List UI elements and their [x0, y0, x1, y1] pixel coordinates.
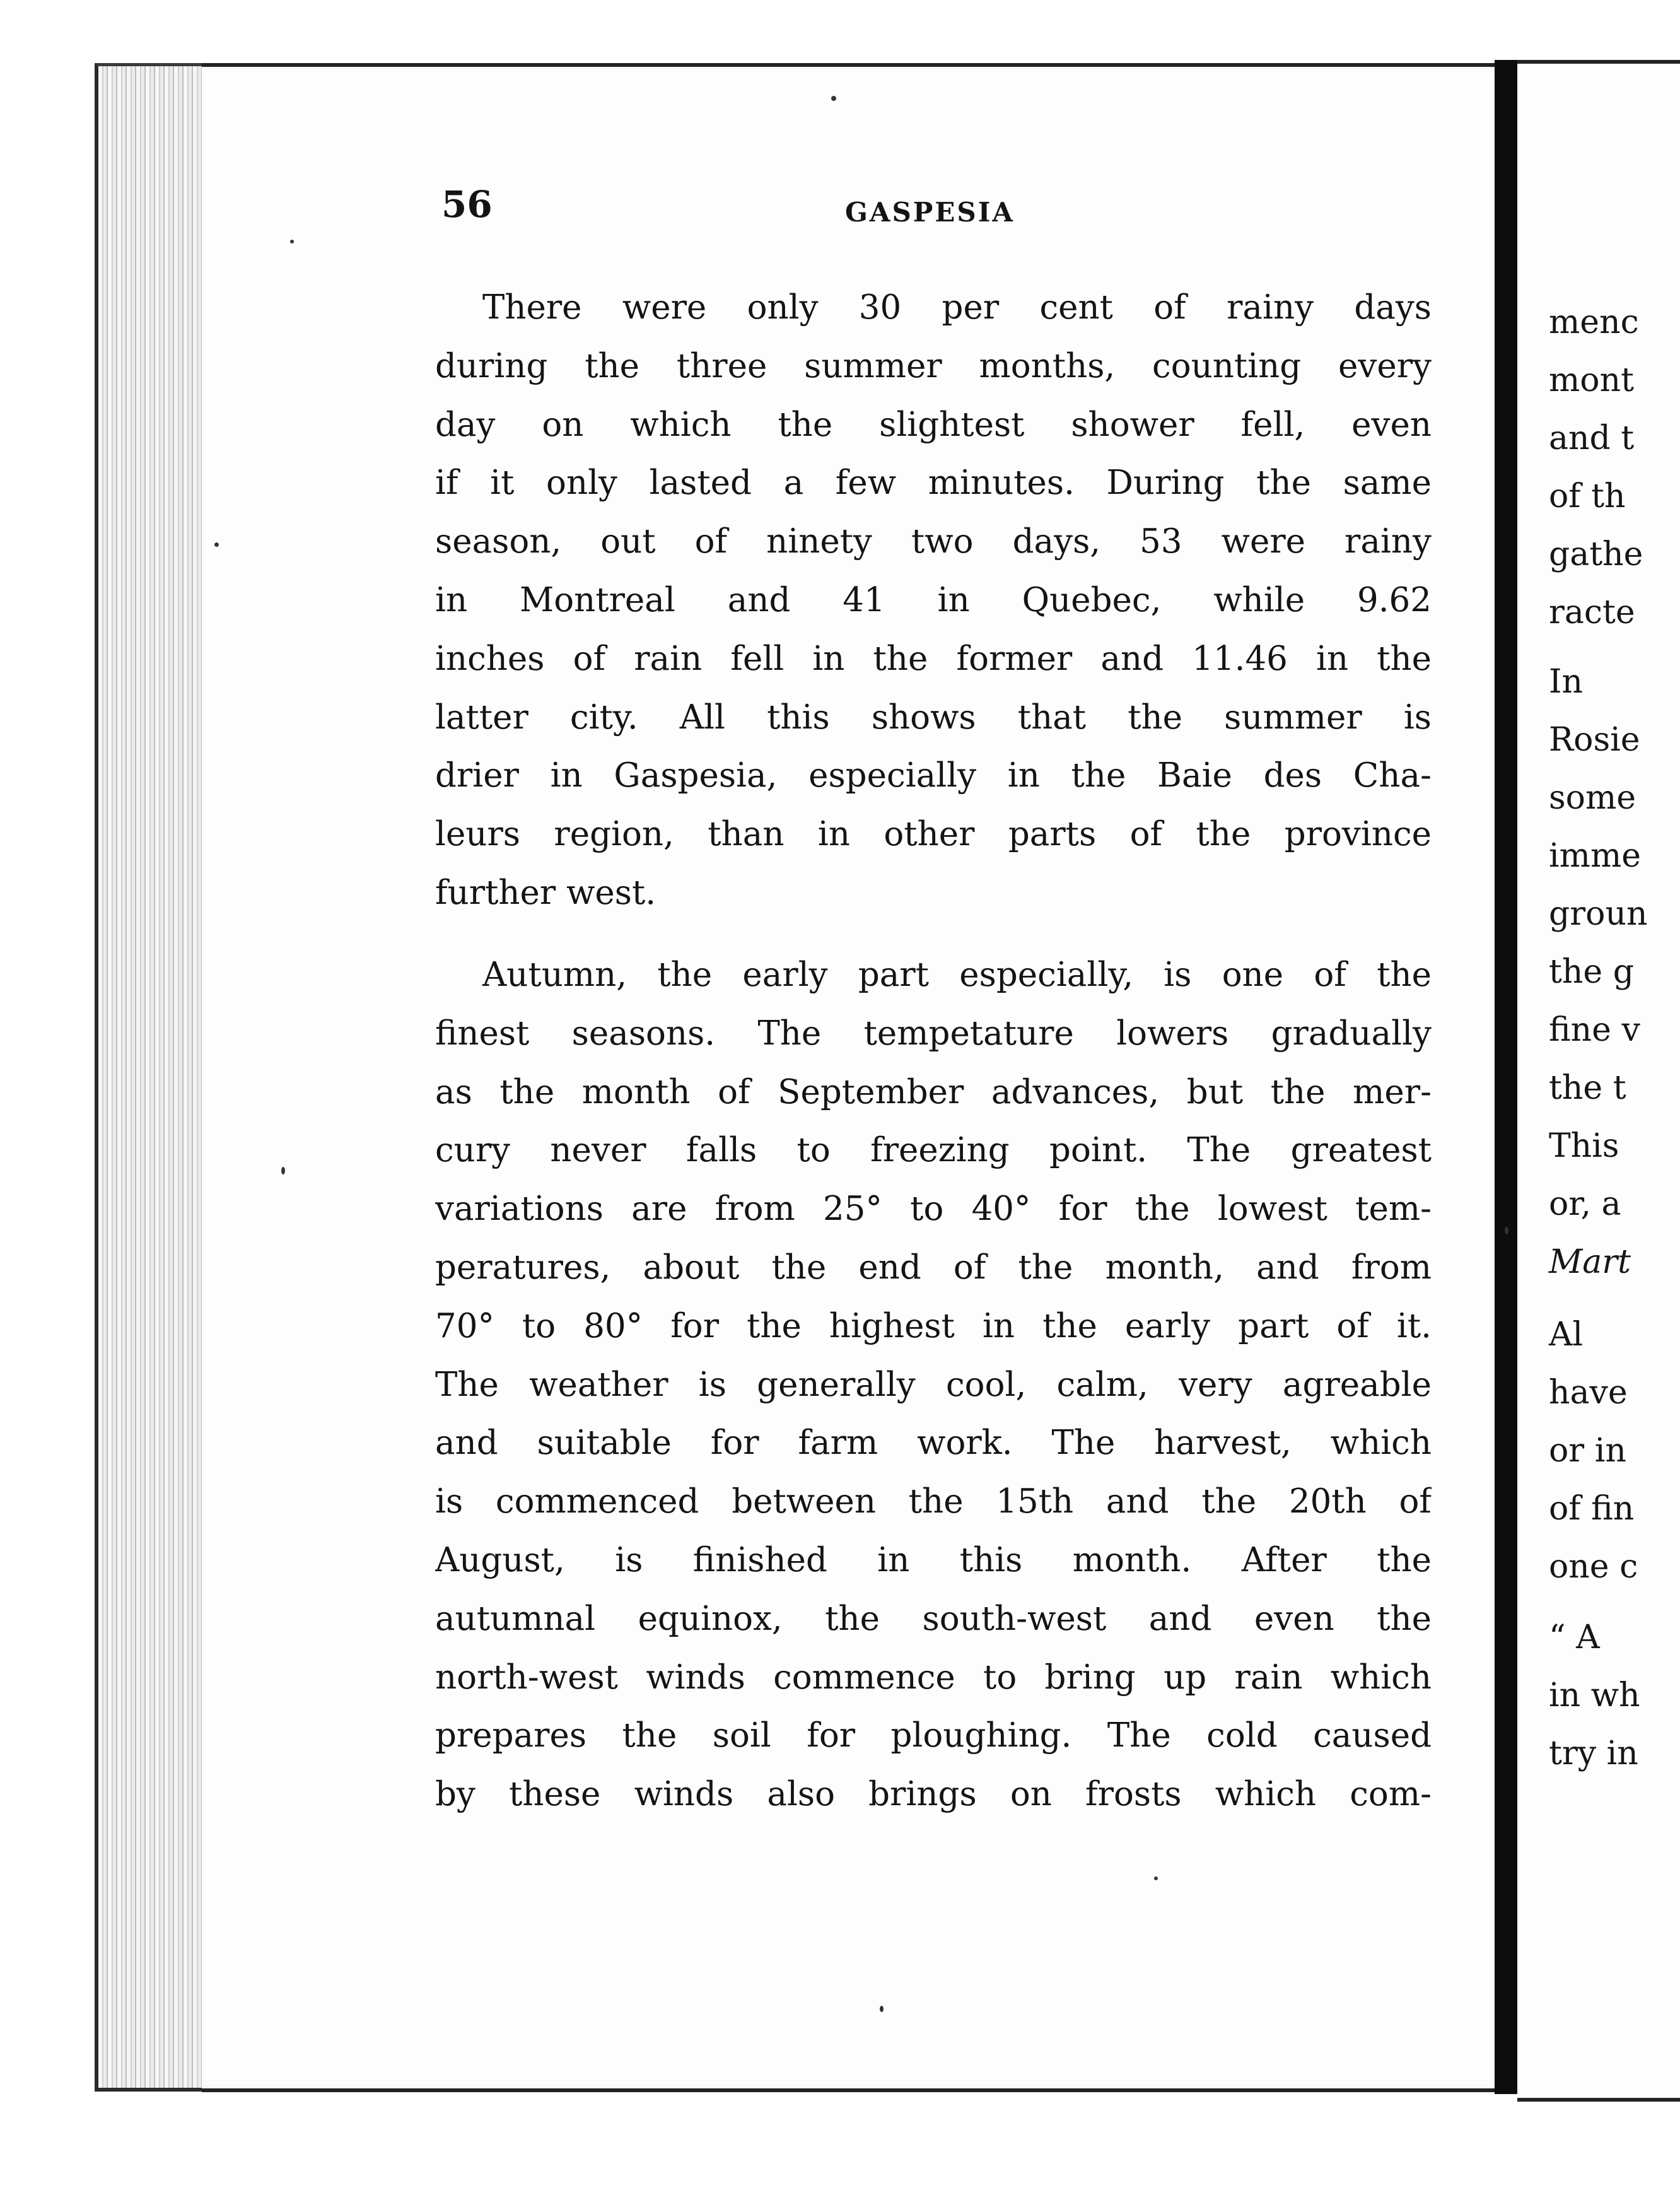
- scan-speck: [214, 542, 219, 547]
- text-line: day on which the slightest shower fell, even: [435, 405, 1432, 444]
- paragraph-summer: [435, 279, 1432, 923]
- text-line: drier in Gaspesia, especially in the Baie des Cha-: [435, 756, 1432, 795]
- facing-page-fragment: Mart: [1549, 1243, 1631, 1281]
- facing-page-fragment: some: [1549, 779, 1636, 817]
- facing-page-fragment: and t: [1549, 419, 1635, 457]
- facing-page-fragment: the g: [1549, 953, 1634, 991]
- facing-page-fragment: in wh: [1549, 1677, 1640, 1714]
- text-line: is commenced between the 15th and the 20th of: [435, 1482, 1432, 1521]
- facing-page-fragment: racte: [1549, 594, 1635, 631]
- text-line: inches of rain fell in the former and 11.46 in the: [435, 639, 1432, 678]
- text-line: further west.: [435, 873, 656, 912]
- facing-page-fragment: imme: [1549, 837, 1642, 875]
- facing-page-fragment: of th: [1549, 477, 1626, 515]
- text-line: in Montreal and 41 in Quebec, while 9.62: [435, 580, 1432, 619]
- text-line: August, is finished in this month. After the: [435, 1540, 1432, 1579]
- facing-page-fragment: gathe: [1549, 536, 1643, 573]
- facing-page-fragment: try in: [1549, 1735, 1638, 1772]
- text-line: peratures, about the end of the month, and from: [435, 1248, 1432, 1287]
- facing-page-fragment: one c: [1549, 1548, 1638, 1586]
- facing-page-fragment: of fin: [1549, 1490, 1635, 1528]
- running-head: GASPESIA: [845, 197, 1015, 228]
- facing-page-fragment: mont: [1549, 361, 1635, 399]
- facing-page-fragment: Rosie: [1549, 721, 1640, 759]
- facing-page-fragment: or, a: [1549, 1185, 1621, 1223]
- scan-speck: [1505, 1227, 1508, 1234]
- facing-page: [1517, 60, 1680, 2102]
- facing-page-fragment: This: [1549, 1127, 1619, 1165]
- text-line: by these winds also brings on frosts which com-: [435, 1775, 1432, 1814]
- facing-page-fragment: Al: [1549, 1316, 1584, 1354]
- facing-page-fragment: groun: [1549, 895, 1648, 933]
- text-line: if it only lasted a few minutes. During the same: [435, 464, 1432, 503]
- facing-page-fragment: the t: [1549, 1069, 1626, 1107]
- page-number: 56: [441, 183, 493, 226]
- facing-page-fragment: have: [1549, 1374, 1628, 1412]
- facing-page-fragment: In: [1549, 663, 1584, 701]
- text-line: leurs region, than in other parts of the province: [435, 815, 1432, 854]
- book-page-edges: [95, 63, 209, 2092]
- scan-speck: [290, 240, 294, 243]
- facing-page-fragment: “ A: [1549, 1618, 1600, 1656]
- text-line: and suitable for farm work. The harvest, which: [435, 1424, 1432, 1463]
- facing-page-fragment: or in: [1549, 1432, 1626, 1470]
- facing-page-fragment: menc: [1549, 303, 1639, 341]
- text-line: during the three summer months, counting every: [435, 346, 1432, 385]
- text-line: as the month of September advances, but the mer-: [435, 1072, 1432, 1111]
- paragraph-autumn: [435, 946, 1432, 1824]
- scan-speck: [281, 1167, 285, 1174]
- facing-page-fragment: fine v: [1549, 1011, 1640, 1049]
- text-line: There were only 30 per cent of rainy days: [482, 288, 1432, 327]
- text-line: cury never falls to freezing point. The greatest: [435, 1131, 1432, 1170]
- text-line: The weather is generally cool, calm, very agreable: [435, 1365, 1432, 1404]
- scan-speck: [880, 2006, 884, 2012]
- book-binding-gutter: [1495, 60, 1517, 2094]
- text-line: finest seasons. The tempetature lowers gradually: [435, 1014, 1432, 1053]
- text-line: latter city. All this shows that the summer is: [435, 698, 1432, 737]
- text-line: variations are from 25° to 40° for the lowest tem-: [435, 1190, 1432, 1229]
- scan-speck: [831, 96, 836, 101]
- text-line: 70° to 80° for the highest in the early part of it.: [435, 1306, 1432, 1345]
- text-line: autumnal equinox, the south-west and even the: [435, 1599, 1432, 1638]
- text-line: north-west winds commence to bring up rain which: [435, 1658, 1432, 1697]
- text-line: prepares the soil for ploughing. The cold caused: [435, 1716, 1432, 1755]
- text-line: Autumn, the early part especially, is one of the: [482, 956, 1432, 994]
- scan-speck: [1154, 1876, 1158, 1880]
- text-line: season, out of ninety two days, 53 were rainy: [435, 522, 1432, 561]
